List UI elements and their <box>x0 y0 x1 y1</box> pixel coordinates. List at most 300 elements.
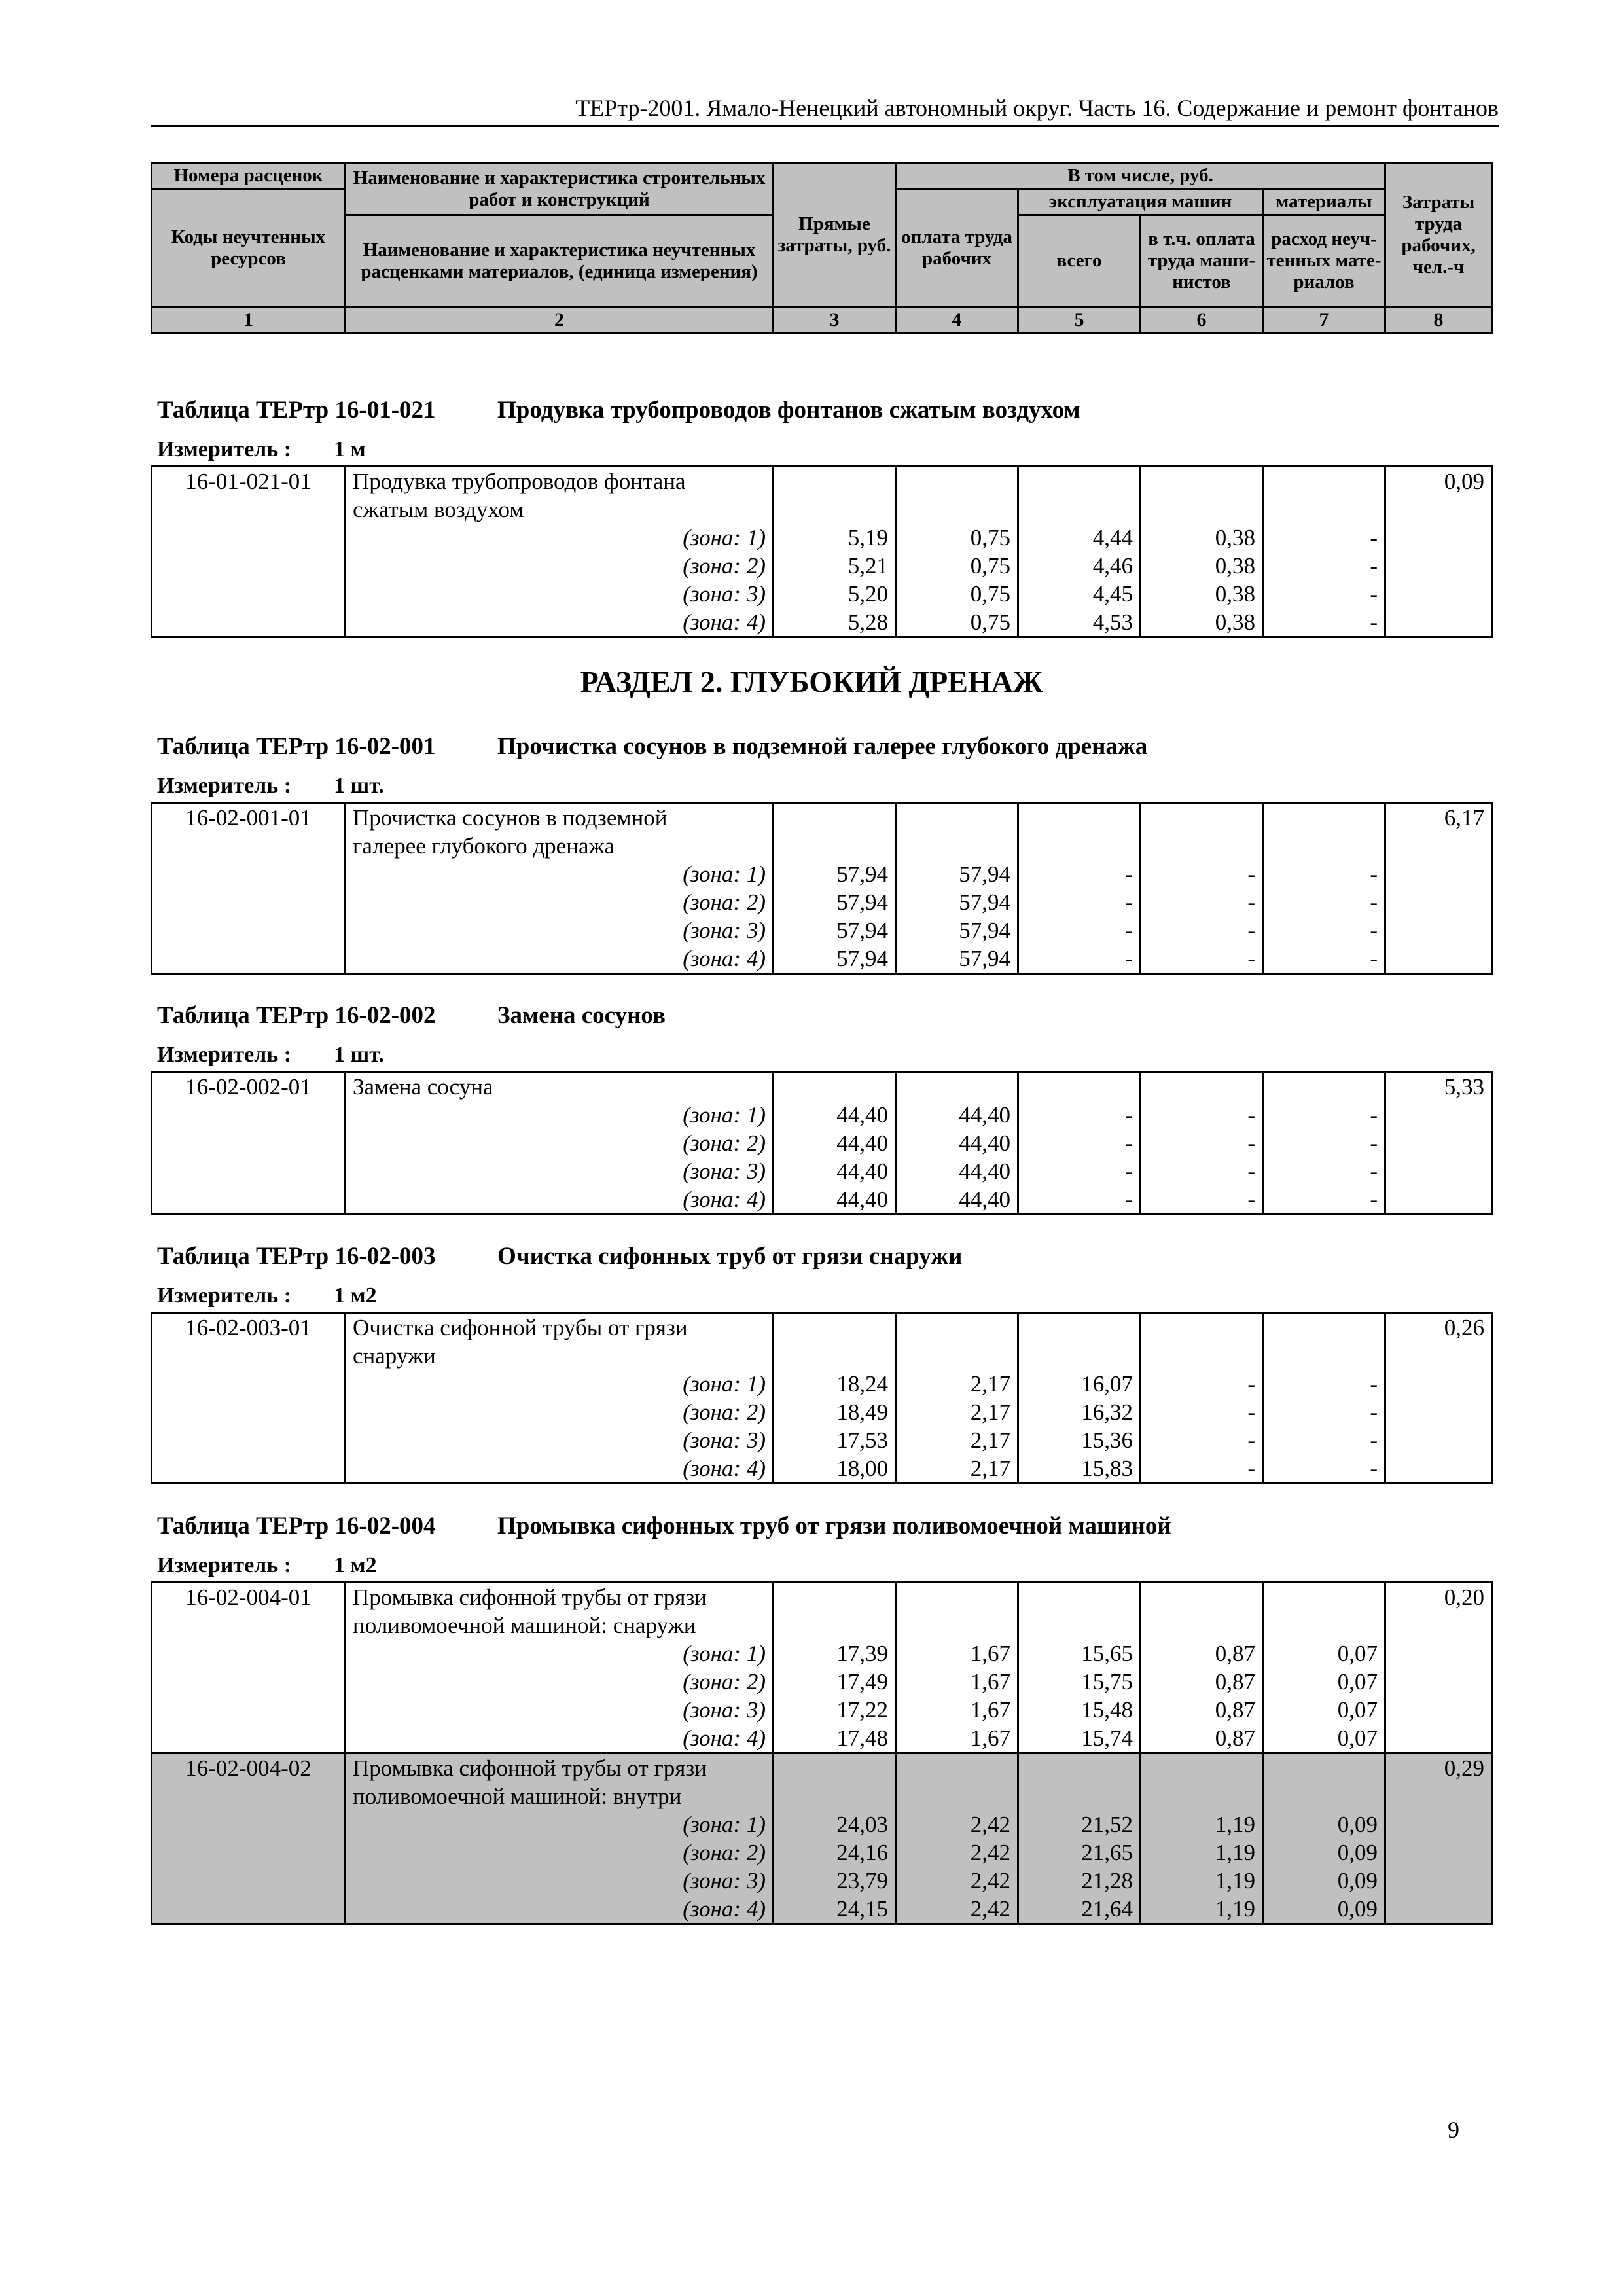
zone-row <box>152 1426 1492 1454</box>
zone-row <box>152 1185 1492 1215</box>
meter-line <box>157 1283 377 1309</box>
empty-cell <box>152 1895 346 1924</box>
value-cell: 24,16 <box>774 1839 896 1867</box>
value-cell: 16,32 <box>1018 1398 1141 1426</box>
value-cell: 21,28 <box>1018 1867 1141 1895</box>
value-cell: 1,67 <box>896 1724 1018 1753</box>
empty-cell <box>1263 1342 1385 1370</box>
value-cell: 15,48 <box>1018 1696 1141 1724</box>
value-cell: 0,87 <box>1141 1724 1263 1753</box>
value-cell: 2,42 <box>896 1895 1018 1924</box>
table-name: Прочистка сосунов в подземной галерее глубокого дренажа <box>497 733 1148 760</box>
meter-line <box>157 773 384 799</box>
rates-table <box>151 465 1493 638</box>
empty-cell <box>1263 1611 1385 1640</box>
value-cell: 23,79 <box>774 1867 896 1895</box>
header-including: В том числе, руб. <box>896 163 1385 189</box>
empty-cell <box>1385 552 1492 580</box>
header-machines: эксплуатация машин <box>1018 189 1263 215</box>
empty-cell <box>1385 1101 1492 1129</box>
value-cell: 1,19 <box>1141 1867 1263 1895</box>
zone-label: (зона: 3) <box>346 580 774 608</box>
meter-label: Измеритель : <box>157 1283 292 1308</box>
meter-unit: 1 м2 <box>334 1553 377 1577</box>
zone-row <box>152 1101 1492 1129</box>
value-cell: - <box>1263 1454 1385 1484</box>
value-cell: 0,09 <box>1263 1895 1385 1924</box>
meter-line <box>157 1552 377 1579</box>
value-cell: - <box>1263 580 1385 608</box>
value-cell: 5,28 <box>774 608 896 637</box>
value-cell: 1,67 <box>896 1668 1018 1696</box>
value-cell: 2,17 <box>896 1398 1018 1426</box>
empty-cell <box>152 860 346 888</box>
zone-row <box>152 1129 1492 1157</box>
empty-cell <box>1141 803 1263 833</box>
zone-label: (зона: 3) <box>346 916 774 944</box>
meter-unit: 1 м2 <box>334 1283 377 1308</box>
header-unaccounted-materials-name: Наименование и характеристика неучтенных расценками материалов, (единица измерения) <box>346 215 774 307</box>
empty-cell <box>1141 495 1263 524</box>
empty-cell <box>1141 1342 1263 1370</box>
value-cell: 5,19 <box>774 524 896 552</box>
value-cell: 16,07 <box>1018 1370 1141 1398</box>
empty-cell <box>896 1583 1018 1612</box>
empty-cell <box>1018 1313 1141 1342</box>
value-cell: - <box>1018 888 1141 916</box>
zone-row <box>152 1640 1492 1668</box>
empty-cell <box>1385 1370 1492 1398</box>
empty-cell <box>1018 803 1141 833</box>
value-cell: 21,64 <box>1018 1895 1141 1924</box>
value-cell: 0,75 <box>896 608 1018 637</box>
header-resource-codes: Коды неучтенных ресурсов <box>152 189 346 307</box>
value-cell: - <box>1263 888 1385 916</box>
value-cell: - <box>1263 1185 1385 1215</box>
empty-cell <box>1018 1072 1141 1102</box>
page-number: 9 <box>1448 2117 1459 2143</box>
header-machines-total: всего <box>1018 215 1141 307</box>
empty-cell <box>1018 1611 1141 1640</box>
empty-cell <box>1385 1895 1492 1924</box>
zone-label: (зона: 4) <box>346 1454 774 1484</box>
column-number: 8 <box>1385 307 1492 333</box>
value-cell: - <box>1018 1157 1141 1185</box>
header-work-name: Наименование и характеристика строительных работ и конструкций <box>346 163 774 215</box>
zone-label: (зона: 3) <box>346 1426 774 1454</box>
value-cell: - <box>1141 1129 1263 1157</box>
value-cell: 0,09 <box>1263 1867 1385 1895</box>
empty-cell <box>1385 1611 1492 1640</box>
value-cell: 0,87 <box>1141 1696 1263 1724</box>
empty-cell <box>1385 888 1492 916</box>
value-cell: 21,65 <box>1018 1839 1141 1867</box>
table-title <box>157 1001 666 1030</box>
value-cell: 2,17 <box>896 1454 1018 1484</box>
value-cell: - <box>1141 1454 1263 1484</box>
empty-cell <box>152 1668 346 1696</box>
value-cell: - <box>1141 888 1263 916</box>
value-cell: 18,49 <box>774 1398 896 1426</box>
zone-label: (зона: 4) <box>346 1895 774 1924</box>
running-header: ТЕРтр-2001. Ямало-Ненецкий автономный округ. Часть 16. Содержание и ремонт фонтанов <box>151 94 1499 127</box>
table-code: Таблица ТЕРтр 16-02-003 <box>157 1243 436 1270</box>
value-cell: - <box>1263 1370 1385 1398</box>
value-cell: 15,65 <box>1018 1640 1141 1668</box>
rates-table <box>151 1071 1493 1215</box>
empty-cell <box>774 832 896 860</box>
empty-cell <box>1018 1753 1141 1783</box>
rates-table <box>151 1581 1493 1925</box>
empty-cell <box>1385 1129 1492 1157</box>
rate-code: 16-02-003-01 <box>152 1313 346 1342</box>
zone-row <box>152 1454 1492 1484</box>
zone-label: (зона: 3) <box>346 1157 774 1185</box>
value-cell: - <box>1018 944 1141 974</box>
empty-cell <box>1385 944 1492 974</box>
zone-label: (зона: 3) <box>346 1867 774 1895</box>
zone-label: (зона: 1) <box>346 1101 774 1129</box>
empty-cell <box>774 1072 896 1102</box>
value-cell: 1,19 <box>1141 1895 1263 1924</box>
empty-cell <box>896 803 1018 833</box>
value-cell: - <box>1018 1101 1141 1129</box>
empty-cell <box>1018 467 1141 496</box>
value-cell: 2,42 <box>896 1810 1018 1839</box>
value-cell: 44,40 <box>774 1157 896 1185</box>
value-cell: 0,09 <box>1263 1810 1385 1839</box>
table-row <box>152 1782 1492 1810</box>
value-cell: 44,40 <box>774 1101 896 1129</box>
table-name: Продувка трубопроводов фонтанов сжатым воздухом <box>497 397 1080 423</box>
table-title <box>157 732 1147 761</box>
zone-row <box>152 860 1492 888</box>
value-cell: - <box>1263 1101 1385 1129</box>
value-cell: 2,17 <box>896 1426 1018 1454</box>
table-row <box>152 1583 1492 1612</box>
labor-costs: 0,09 <box>1385 467 1492 496</box>
zone-row <box>152 944 1492 974</box>
empty-cell <box>1263 1583 1385 1612</box>
empty-cell <box>152 1101 346 1129</box>
zone-label: (зона: 1) <box>346 1810 774 1839</box>
labor-costs: 0,26 <box>1385 1313 1492 1342</box>
empty-cell <box>152 1342 346 1370</box>
value-cell: 57,94 <box>896 916 1018 944</box>
value-cell: - <box>1263 1129 1385 1157</box>
value-cell: - <box>1263 916 1385 944</box>
empty-cell <box>1385 524 1492 552</box>
meter-label: Измеритель : <box>157 774 292 798</box>
empty-cell <box>1141 1583 1263 1612</box>
labor-costs: 6,17 <box>1385 803 1492 833</box>
value-cell: 0,07 <box>1263 1640 1385 1668</box>
value-cell: 44,40 <box>896 1157 1018 1185</box>
value-cell: - <box>1263 608 1385 637</box>
value-cell: 1,67 <box>896 1696 1018 1724</box>
value-cell: 18,00 <box>774 1454 896 1484</box>
rate-code: 16-02-002-01 <box>152 1072 346 1102</box>
meter-unit: 1 шт. <box>334 1043 384 1067</box>
meter-unit: 1 шт. <box>334 774 384 798</box>
empty-cell <box>896 1753 1018 1783</box>
value-cell: 44,40 <box>896 1129 1018 1157</box>
table-title <box>157 1242 962 1271</box>
rate-code: 16-02-001-01 <box>152 803 346 833</box>
rate-name-line: снаружи <box>346 1342 774 1370</box>
empty-cell <box>774 1583 896 1612</box>
zone-label: (зона: 4) <box>346 1185 774 1215</box>
value-cell: 0,87 <box>1141 1668 1263 1696</box>
rate-name-line: сжатым воздухом <box>346 495 774 524</box>
table-row <box>152 1611 1492 1640</box>
value-cell: 44,40 <box>774 1129 896 1157</box>
meter-line <box>157 437 366 463</box>
empty-cell <box>1385 1640 1492 1668</box>
empty-cell <box>1385 1426 1492 1454</box>
value-cell: 4,46 <box>1018 552 1141 580</box>
column-number: 3 <box>774 307 896 333</box>
value-cell: - <box>1018 1129 1141 1157</box>
labor-costs: 0,29 <box>1385 1753 1492 1783</box>
empty-cell <box>1018 1583 1141 1612</box>
value-cell: - <box>1141 916 1263 944</box>
empty-cell <box>152 1185 346 1215</box>
empty-cell <box>896 1342 1018 1370</box>
empty-cell <box>1141 1313 1263 1342</box>
rate-name-line: Промывка сифонной трубы от грязи <box>346 1753 774 1783</box>
zone-row <box>152 608 1492 637</box>
empty-cell <box>1385 1398 1492 1426</box>
value-cell: - <box>1263 552 1385 580</box>
rate-code: 16-02-004-02 <box>152 1753 346 1783</box>
empty-cell <box>152 916 346 944</box>
value-cell: 1,67 <box>896 1640 1018 1668</box>
value-cell: 0,07 <box>1263 1724 1385 1753</box>
zone-row <box>152 1696 1492 1724</box>
value-cell: 17,53 <box>774 1426 896 1454</box>
header-rate-numbers: Номера расценок <box>152 163 346 189</box>
empty-cell <box>152 1640 346 1668</box>
empty-cell <box>1385 495 1492 524</box>
value-cell: 24,15 <box>774 1895 896 1924</box>
empty-cell <box>1385 1696 1492 1724</box>
value-cell: - <box>1018 1185 1141 1215</box>
zone-row <box>152 1839 1492 1867</box>
zone-row <box>152 1810 1492 1839</box>
labor-costs: 0,20 <box>1385 1583 1492 1612</box>
value-cell: 0,75 <box>896 552 1018 580</box>
empty-cell <box>1385 1157 1492 1185</box>
rate-code: 16-01-021-01 <box>152 467 346 496</box>
value-cell: 1,19 <box>1141 1810 1263 1839</box>
empty-cell <box>152 1696 346 1724</box>
value-cell: 44,40 <box>774 1185 896 1215</box>
zone-label: (зона: 2) <box>346 1129 774 1157</box>
value-cell: 5,21 <box>774 552 896 580</box>
zone-row <box>152 552 1492 580</box>
value-cell: - <box>1141 1157 1263 1185</box>
header-machinist-pay: в т.ч. оплата труда маши-нистов <box>1141 215 1263 307</box>
zone-row <box>152 916 1492 944</box>
column-number: 5 <box>1018 307 1141 333</box>
empty-cell <box>1263 832 1385 860</box>
empty-cell <box>1018 495 1141 524</box>
value-cell: - <box>1263 1157 1385 1185</box>
value-cell: 2,42 <box>896 1839 1018 1867</box>
empty-cell <box>774 1611 896 1640</box>
table-row <box>152 803 1492 833</box>
empty-cell <box>896 1611 1018 1640</box>
empty-cell <box>1385 1782 1492 1810</box>
empty-cell <box>1018 1782 1141 1810</box>
value-cell: - <box>1018 916 1141 944</box>
column-number: 6 <box>1141 307 1263 333</box>
empty-cell <box>1141 1753 1263 1783</box>
empty-cell <box>152 524 346 552</box>
labor-costs: 5,33 <box>1385 1072 1492 1102</box>
value-cell: 44,40 <box>896 1101 1018 1129</box>
empty-cell <box>1263 1072 1385 1102</box>
zone-label: (зона: 1) <box>346 860 774 888</box>
empty-cell <box>896 1782 1018 1810</box>
zone-row <box>152 1895 1492 1924</box>
empty-cell <box>1263 467 1385 496</box>
value-cell: - <box>1141 1101 1263 1129</box>
value-cell: 1,19 <box>1141 1839 1263 1867</box>
column-number: 7 <box>1263 307 1385 333</box>
empty-cell <box>1385 1454 1492 1484</box>
value-cell: - <box>1141 1185 1263 1215</box>
value-cell: 57,94 <box>774 888 896 916</box>
empty-cell <box>1263 1313 1385 1342</box>
empty-cell <box>896 495 1018 524</box>
table-title <box>157 1512 1171 1541</box>
empty-cell <box>152 1782 346 1810</box>
empty-cell <box>1385 1810 1492 1839</box>
value-cell: 24,03 <box>774 1810 896 1839</box>
meter-line <box>157 1042 384 1068</box>
table-code: Таблица ТЕРтр 16-02-004 <box>157 1513 436 1539</box>
value-cell: - <box>1141 1370 1263 1398</box>
empty-cell <box>1263 1782 1385 1810</box>
value-cell: 17,39 <box>774 1640 896 1668</box>
table-row <box>152 495 1492 524</box>
zone-label: (зона: 2) <box>346 1398 774 1426</box>
value-cell: 57,94 <box>774 860 896 888</box>
value-cell: 17,49 <box>774 1668 896 1696</box>
empty-cell <box>896 467 1018 496</box>
empty-cell <box>1385 860 1492 888</box>
value-cell: 15,36 <box>1018 1426 1141 1454</box>
zone-label: (зона: 4) <box>346 944 774 974</box>
empty-cell <box>896 832 1018 860</box>
value-cell: - <box>1141 1426 1263 1454</box>
zone-label: (зона: 2) <box>346 1839 774 1867</box>
zone-label: (зона: 4) <box>346 1724 774 1753</box>
empty-cell <box>774 495 896 524</box>
value-cell: 15,75 <box>1018 1668 1141 1696</box>
zone-label: (зона: 1) <box>346 1640 774 1668</box>
table-code: Таблица ТЕРтр 16-02-001 <box>157 733 436 760</box>
value-cell: 0,07 <box>1263 1696 1385 1724</box>
zone-row <box>152 1668 1492 1696</box>
meter-label: Измеритель : <box>157 1043 292 1067</box>
table-title <box>157 396 1080 425</box>
header-material-consumption: расход неуч-тенных мате-риалов <box>1263 215 1385 307</box>
value-cell: 17,22 <box>774 1696 896 1724</box>
empty-cell <box>774 1782 896 1810</box>
zone-label: (зона: 2) <box>346 552 774 580</box>
header-worker-pay: оплата труда рабочих <box>896 189 1018 307</box>
empty-cell <box>774 467 896 496</box>
zone-row <box>152 580 1492 608</box>
empty-cell <box>1018 1342 1141 1370</box>
table-row <box>152 1072 1492 1102</box>
table-code: Таблица ТЕРтр 16-01-021 <box>157 397 436 423</box>
empty-cell <box>152 1398 346 1426</box>
rate-name-line: Продувка трубопроводов фонтана <box>346 467 774 496</box>
value-cell: - <box>1263 1426 1385 1454</box>
meter-unit: 1 м <box>334 437 366 461</box>
empty-cell <box>774 1313 896 1342</box>
empty-cell <box>1385 832 1492 860</box>
zone-row <box>152 524 1492 552</box>
value-cell: 0,75 <box>896 524 1018 552</box>
value-cell: - <box>1263 1398 1385 1426</box>
value-cell: 2,42 <box>896 1867 1018 1895</box>
value-cell: - <box>1263 860 1385 888</box>
empty-cell <box>152 1129 346 1157</box>
rate-code: 16-02-004-01 <box>152 1583 346 1612</box>
empty-cell <box>774 1753 896 1783</box>
empty-cell <box>152 1426 346 1454</box>
value-cell: 0,38 <box>1141 608 1263 637</box>
table-code: Таблица ТЕРтр 16-02-002 <box>157 1002 436 1029</box>
rate-name-line: Замена сосуна <box>346 1072 774 1102</box>
value-cell: 44,40 <box>896 1185 1018 1215</box>
zone-row <box>152 888 1492 916</box>
value-cell: 0,09 <box>1263 1839 1385 1867</box>
empty-cell <box>152 944 346 974</box>
zone-label: (зона: 1) <box>346 1370 774 1398</box>
value-cell: 57,94 <box>896 860 1018 888</box>
value-cell: - <box>1141 860 1263 888</box>
empty-cell <box>1141 1782 1263 1810</box>
rates-table <box>151 802 1493 975</box>
value-cell: 57,94 <box>896 888 1018 916</box>
table-row <box>152 467 1492 496</box>
empty-cell <box>1385 1724 1492 1753</box>
empty-cell <box>1263 495 1385 524</box>
value-cell: 18,24 <box>774 1370 896 1398</box>
value-cell: 0,07 <box>1263 1668 1385 1696</box>
table-row <box>152 832 1492 860</box>
value-cell: 0,75 <box>896 580 1018 608</box>
value-cell: 57,94 <box>774 916 896 944</box>
empty-cell <box>896 1072 1018 1102</box>
value-cell: - <box>1141 944 1263 974</box>
section-title: РАЗДЕЛ 2. ГЛУБОКИЙ ДРЕНАЖ <box>580 665 1043 698</box>
empty-cell <box>152 552 346 580</box>
value-cell: 0,38 <box>1141 580 1263 608</box>
empty-cell <box>1141 1611 1263 1640</box>
value-cell: - <box>1141 1398 1263 1426</box>
empty-cell <box>1385 916 1492 944</box>
zone-row <box>152 1157 1492 1185</box>
empty-cell <box>774 803 896 833</box>
column-number: 2 <box>346 307 774 333</box>
